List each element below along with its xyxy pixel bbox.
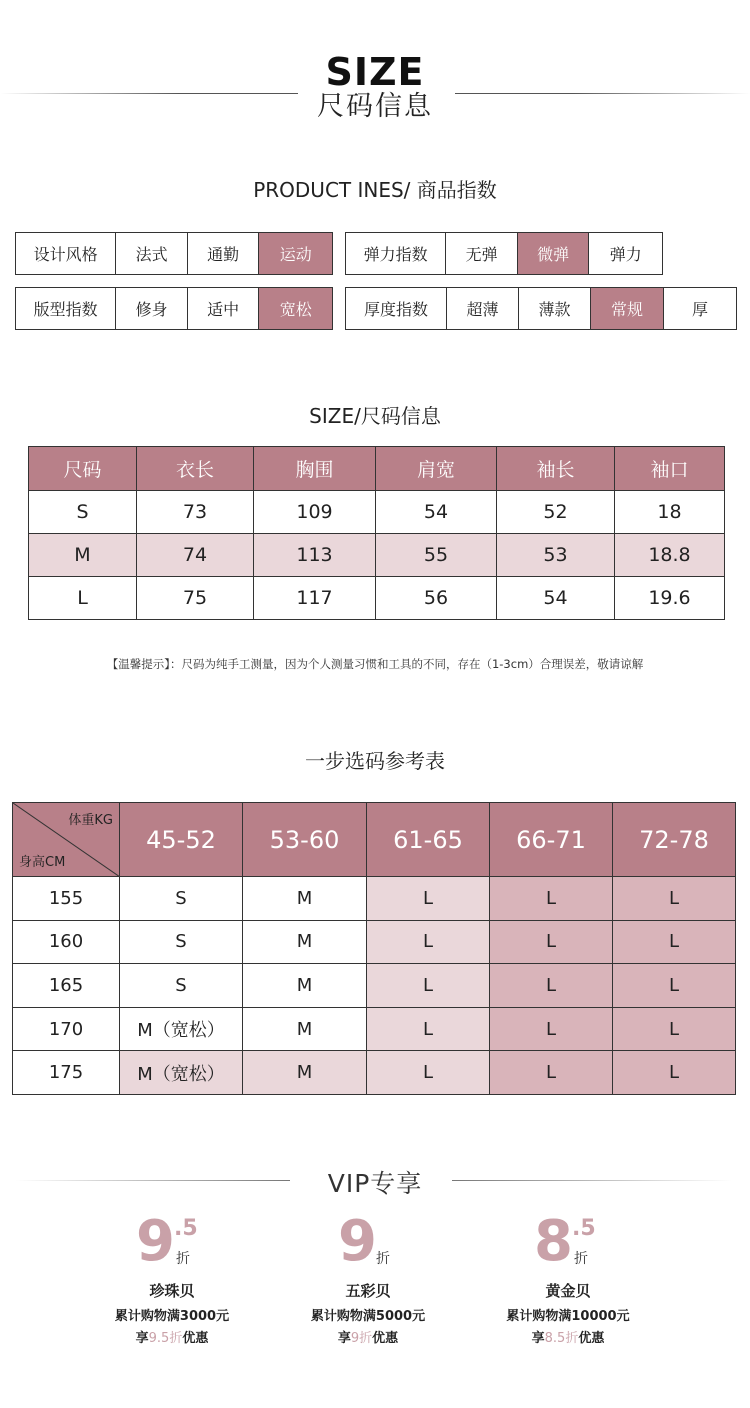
table-row bbox=[13, 1051, 736, 1095]
tier-requirement: 累计购物满10000元 bbox=[506, 1309, 630, 1324]
benefit-value: 9.5折 bbox=[148, 1331, 183, 1346]
discount-unit: 折 bbox=[376, 1251, 390, 1267]
size-cell: 55 bbox=[376, 534, 497, 577]
size-header-cell: 袖长 bbox=[497, 447, 615, 491]
size-header-cell: 衣长 bbox=[137, 447, 254, 491]
index-option-selected: 运动 bbox=[259, 233, 332, 274]
size-cell: M bbox=[29, 534, 137, 577]
size-header-cell: 肩宽 bbox=[376, 447, 497, 491]
index-option: 适中 bbox=[188, 288, 260, 329]
size-cell: L bbox=[613, 877, 736, 921]
height-axis-label: 身高CM bbox=[19, 855, 66, 870]
height-cell: 155 bbox=[13, 877, 120, 921]
size-table-header bbox=[29, 447, 725, 491]
table-row bbox=[13, 1007, 736, 1051]
size-cell: L bbox=[613, 920, 736, 964]
vip-tier-pearl bbox=[72, 1209, 272, 1346]
tier-name: 黄金贝 bbox=[545, 1282, 591, 1300]
size-cell: L bbox=[490, 877, 613, 921]
discount-unit: 折 bbox=[176, 1251, 190, 1267]
size-cell: L bbox=[613, 964, 736, 1008]
size-cell: L bbox=[490, 1051, 613, 1095]
index-row-style bbox=[15, 232, 333, 275]
table-row bbox=[13, 964, 736, 1008]
header-title-en: SIZE bbox=[325, 50, 425, 94]
benefit-value: 8.5折 bbox=[544, 1331, 579, 1346]
discount-decimal: .5 bbox=[572, 1216, 596, 1241]
benefit-suffix: 优惠 bbox=[578, 1331, 605, 1346]
size-cell: S bbox=[29, 491, 137, 534]
size-cell: 109 bbox=[254, 491, 376, 534]
table-row bbox=[29, 491, 725, 534]
size-header-cell: 袖口 bbox=[615, 447, 725, 491]
tier-benefit bbox=[268, 1327, 468, 1346]
index-label: 设计风格 bbox=[16, 233, 116, 274]
benefit-prefix: 享 bbox=[337, 1331, 351, 1346]
size-cell: 73 bbox=[137, 491, 254, 534]
benefit-prefix: 享 bbox=[531, 1331, 545, 1346]
size-cell: 54 bbox=[376, 491, 497, 534]
size-cell: L bbox=[29, 577, 137, 620]
table-row bbox=[13, 877, 736, 921]
reference-title: 一步选码参考表 bbox=[305, 749, 445, 773]
height-cell: 175 bbox=[13, 1051, 120, 1095]
size-cell: M bbox=[243, 964, 367, 1008]
size-cell: 53 bbox=[497, 534, 615, 577]
table-row bbox=[13, 920, 736, 964]
size-cell: 18.8 bbox=[615, 534, 725, 577]
size-cell: L bbox=[490, 964, 613, 1008]
size-cell: 19.6 bbox=[615, 577, 725, 620]
tier-name: 珍珠贝 bbox=[149, 1282, 195, 1300]
discount-big: 9 bbox=[338, 1209, 377, 1274]
size-cell: 18 bbox=[615, 491, 725, 534]
index-row-fit bbox=[15, 287, 333, 330]
weight-header-cell: 66-71 bbox=[490, 803, 613, 877]
index-option-selected: 常规 bbox=[591, 288, 664, 329]
index-option: 修身 bbox=[116, 288, 188, 329]
size-cell: 117 bbox=[254, 577, 376, 620]
vip-tier-gold bbox=[468, 1209, 668, 1346]
height-cell: 165 bbox=[13, 964, 120, 1008]
index-option: 无弹 bbox=[446, 233, 518, 274]
reference-table bbox=[12, 802, 736, 1095]
size-table bbox=[28, 446, 725, 620]
tier-name: 五彩贝 bbox=[345, 1282, 391, 1300]
discount-big: 9 bbox=[136, 1209, 175, 1274]
size-cell: L bbox=[367, 1051, 490, 1095]
size-cell: 56 bbox=[376, 577, 497, 620]
index-label: 弹力指数 bbox=[346, 233, 446, 274]
index-option: 厚 bbox=[691, 300, 708, 319]
page-header bbox=[0, 50, 750, 130]
size-cell: S bbox=[120, 877, 243, 921]
reference-header bbox=[13, 803, 736, 877]
size-cell: S bbox=[120, 964, 243, 1008]
product-index-title: PRODUCT INES/ 商品指数 bbox=[253, 178, 497, 202]
discount-big: 8 bbox=[534, 1209, 573, 1274]
table-row bbox=[29, 577, 725, 620]
discount-decimal: .5 bbox=[174, 1216, 198, 1241]
size-table-title: SIZE/尺码信息 bbox=[309, 404, 441, 428]
size-cell: 75 bbox=[137, 577, 254, 620]
size-cell: S bbox=[120, 920, 243, 964]
weight-header-cell: 72-78 bbox=[613, 803, 736, 877]
size-cell: L bbox=[613, 1007, 736, 1051]
discount-figure bbox=[72, 1209, 272, 1276]
size-cell: M bbox=[243, 877, 367, 921]
benefit-suffix: 优惠 bbox=[182, 1331, 209, 1346]
discount-figure bbox=[268, 1209, 468, 1276]
size-cell: 52 bbox=[497, 491, 615, 534]
index-option: 超薄 bbox=[447, 288, 519, 329]
weight-header-cell: 45-52 bbox=[120, 803, 243, 877]
size-header-cell: 尺码 bbox=[29, 447, 137, 491]
index-option-selected: 宽松 bbox=[259, 288, 332, 329]
vip-title: VIP专享 bbox=[327, 1169, 423, 1198]
measurement-tip: 【温馨提示】：尺码为纯手工测量，因为个人测量习惯和工具的不同，存在（1-3cm）合理误差，敬请谅解 bbox=[106, 657, 644, 671]
size-cell: 54 bbox=[497, 577, 615, 620]
size-cell: L bbox=[367, 964, 490, 1008]
table-row bbox=[29, 534, 725, 577]
index-option-selected: 微弹 bbox=[518, 233, 590, 274]
index-label: 厚度指数 bbox=[346, 288, 447, 329]
index-row-thickness bbox=[345, 287, 737, 330]
tier-benefit bbox=[72, 1327, 272, 1346]
size-cell: L bbox=[367, 877, 490, 921]
size-cell: L bbox=[367, 920, 490, 964]
size-cell: M（宽松） bbox=[120, 1051, 243, 1095]
reference-corner-cell bbox=[13, 803, 120, 877]
size-cell: L bbox=[367, 1007, 490, 1051]
size-cell: M bbox=[243, 1051, 367, 1095]
tier-benefit bbox=[468, 1327, 668, 1346]
benefit-suffix: 优惠 bbox=[372, 1331, 399, 1346]
benefit-value: 9折 bbox=[350, 1331, 373, 1346]
benefit-prefix: 享 bbox=[135, 1331, 149, 1346]
size-cell: L bbox=[490, 1007, 613, 1051]
size-cell: M bbox=[243, 920, 367, 964]
size-cell: 113 bbox=[254, 534, 376, 577]
vip-tier-colorful bbox=[268, 1209, 468, 1346]
weight-header-cell: 61-65 bbox=[367, 803, 490, 877]
tier-requirement: 累计购物满3000元 bbox=[114, 1309, 230, 1324]
height-cell: 170 bbox=[13, 1007, 120, 1051]
index-option: 弹力 bbox=[609, 245, 642, 264]
index-option: 法式 bbox=[116, 233, 188, 274]
header-title-cn: 尺码信息 bbox=[317, 91, 433, 122]
size-cell: M bbox=[243, 1007, 367, 1051]
index-row-elasticity bbox=[345, 232, 663, 275]
index-option: 薄款 bbox=[519, 288, 591, 329]
index-label: 版型指数 bbox=[16, 288, 116, 329]
tier-requirement: 累计购物满5000元 bbox=[310, 1309, 426, 1324]
size-header-cell: 胸围 bbox=[254, 447, 376, 491]
discount-figure bbox=[468, 1209, 668, 1276]
weight-header-cell: 53-60 bbox=[243, 803, 367, 877]
weight-axis-label: 体重KG bbox=[68, 813, 113, 828]
size-cell: L bbox=[613, 1051, 736, 1095]
index-option: 通勤 bbox=[188, 233, 260, 274]
size-cell: M（宽松） bbox=[120, 1007, 243, 1051]
size-cell: L bbox=[490, 920, 613, 964]
height-cell: 160 bbox=[13, 920, 120, 964]
size-cell: 74 bbox=[137, 534, 254, 577]
discount-unit: 折 bbox=[574, 1251, 588, 1267]
